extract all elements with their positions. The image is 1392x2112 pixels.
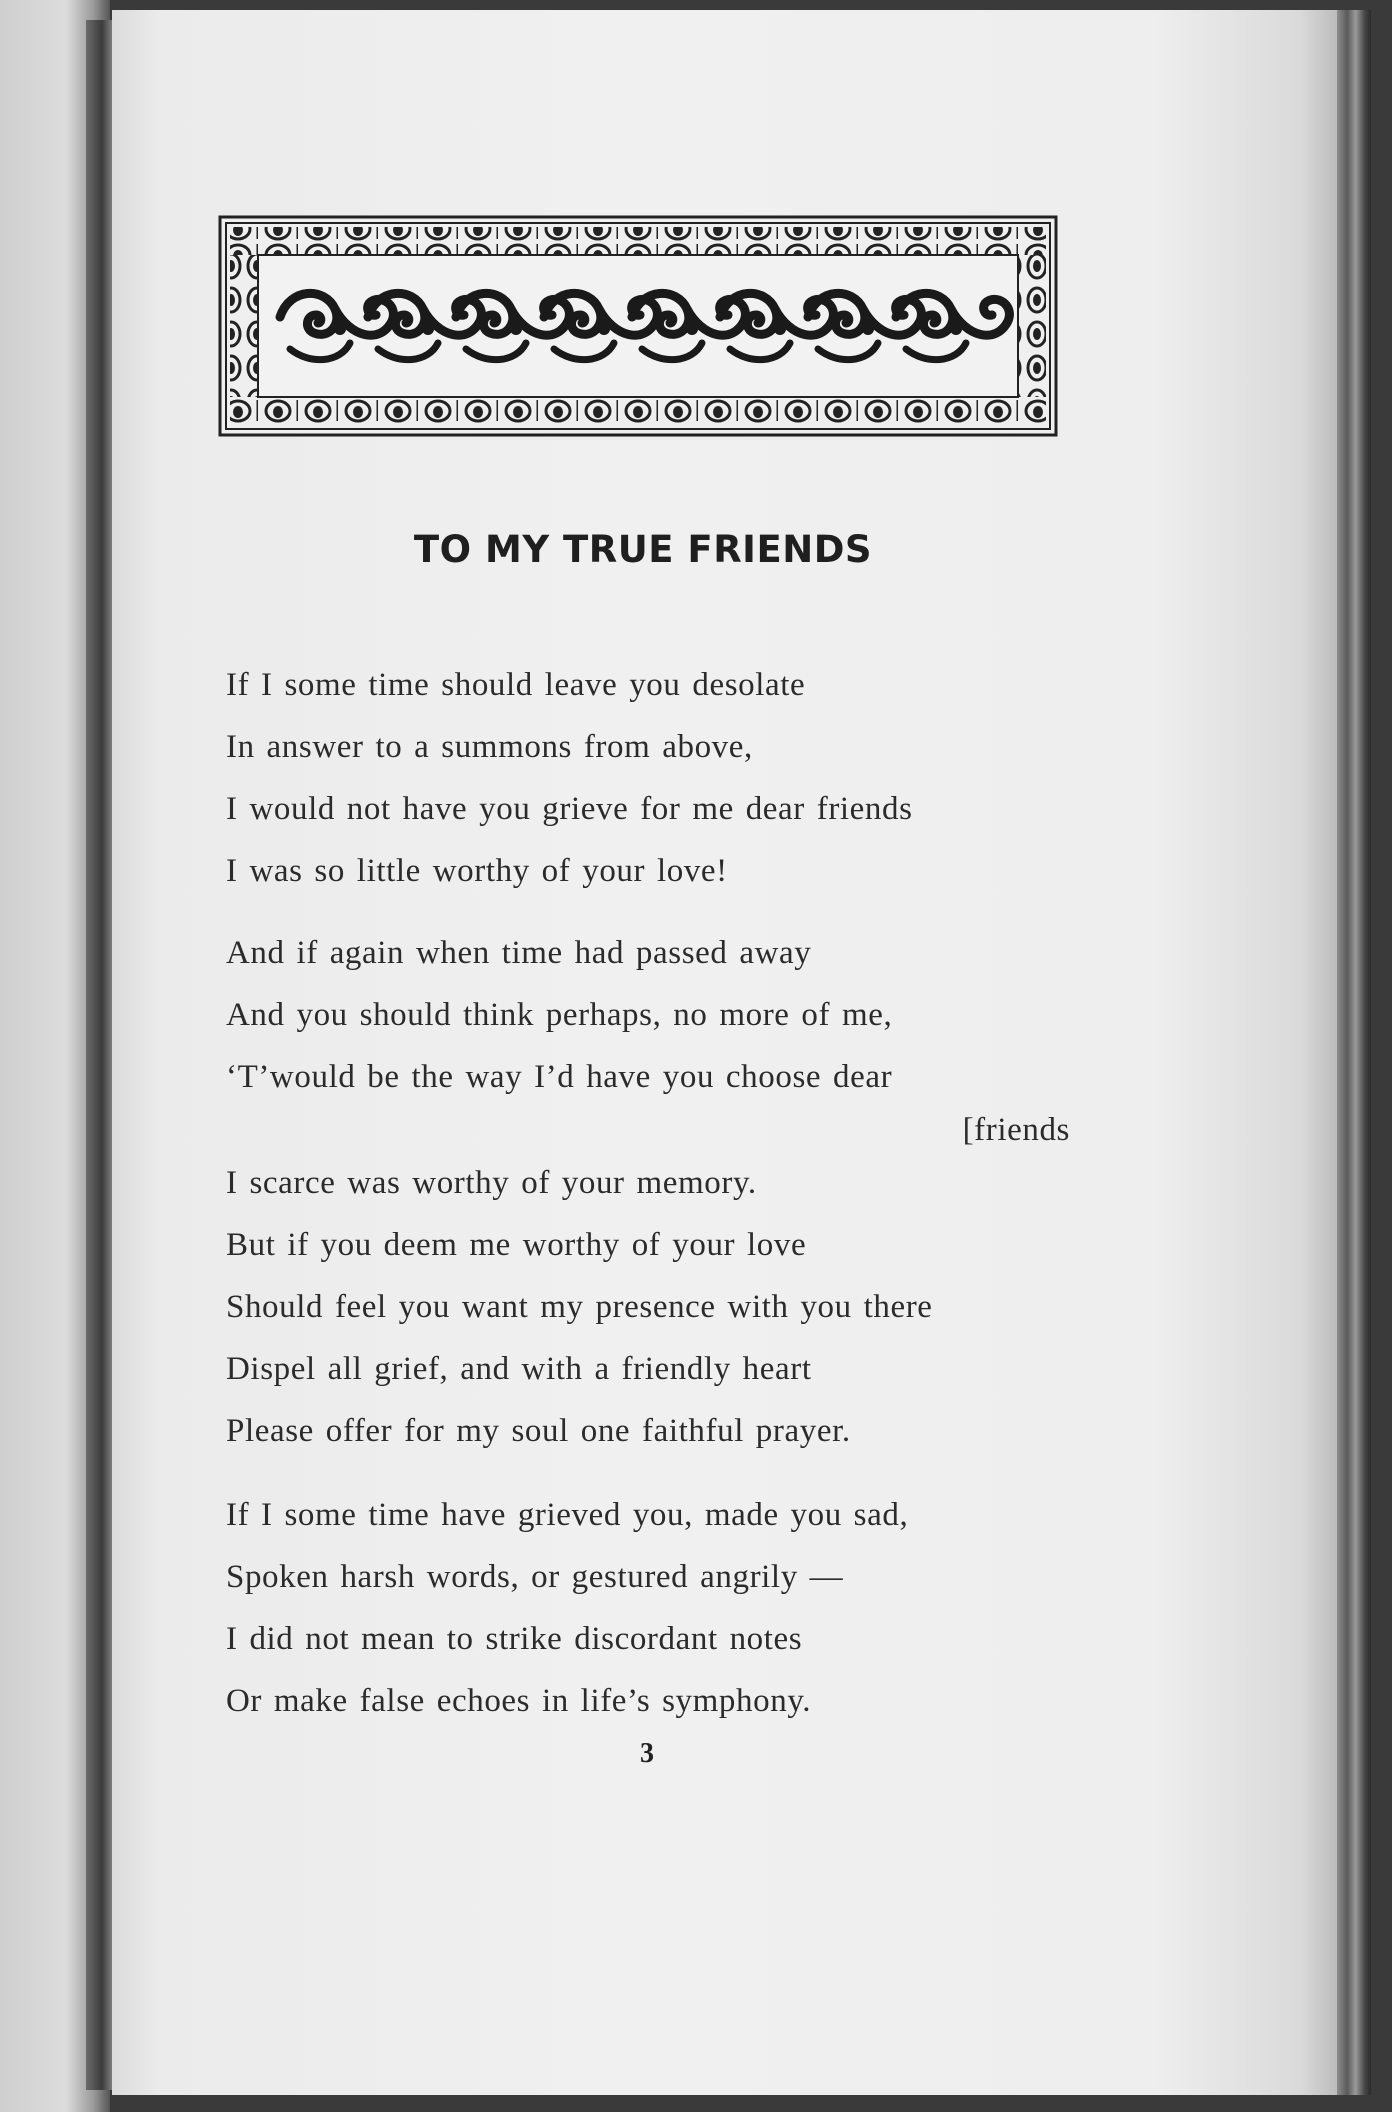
poem-line: I scarce was worthy of your memory. bbox=[226, 1165, 757, 1201]
ornamental-header-icon bbox=[218, 215, 1058, 437]
poem-line: Should feel you want my presence with you there bbox=[226, 1289, 933, 1325]
poem-line: ‘T’would be the way I’d have you choose dear bbox=[226, 1059, 893, 1095]
stanza-4 bbox=[226, 1484, 908, 1732]
stanza-2 bbox=[226, 922, 1070, 1214]
poem-line: Or make false echoes in life’s symphony. bbox=[226, 1683, 812, 1719]
poem-line: But if you deem me worthy of your love bbox=[226, 1227, 807, 1263]
poem-line: Please offer for my soul one faithful prayer. bbox=[226, 1413, 851, 1449]
stanza-3 bbox=[226, 1214, 933, 1462]
poem-line: I did not mean to strike discordant notes bbox=[226, 1621, 803, 1657]
stanza-1 bbox=[226, 654, 913, 902]
poem-line: I was so little worthy of your love! bbox=[226, 853, 728, 889]
poem-line: I would not have you grieve for me dear friends bbox=[226, 791, 913, 827]
poem-line: If I some time have grieved you, made you sad, bbox=[226, 1497, 909, 1533]
poem-line: And you should think perhaps, no more of me, bbox=[226, 997, 893, 1033]
poem-line-continuation: [friends bbox=[962, 1112, 1070, 1148]
poem-line: Spoken harsh words, or gestured angrily — bbox=[226, 1559, 844, 1595]
poem-line: If I some time should leave you desolate bbox=[226, 667, 806, 703]
page-stack-edge bbox=[1337, 10, 1371, 2095]
poem-line: And if again when time had passed away bbox=[226, 935, 812, 971]
page-number: 3 bbox=[640, 1738, 654, 1769]
poem-title: TO MY TRUE FRIENDS bbox=[413, 528, 873, 571]
poem-line: In answer to a summons from above, bbox=[226, 729, 753, 765]
poem-line: Dispel all grief, and with a friendly heart bbox=[226, 1351, 812, 1387]
